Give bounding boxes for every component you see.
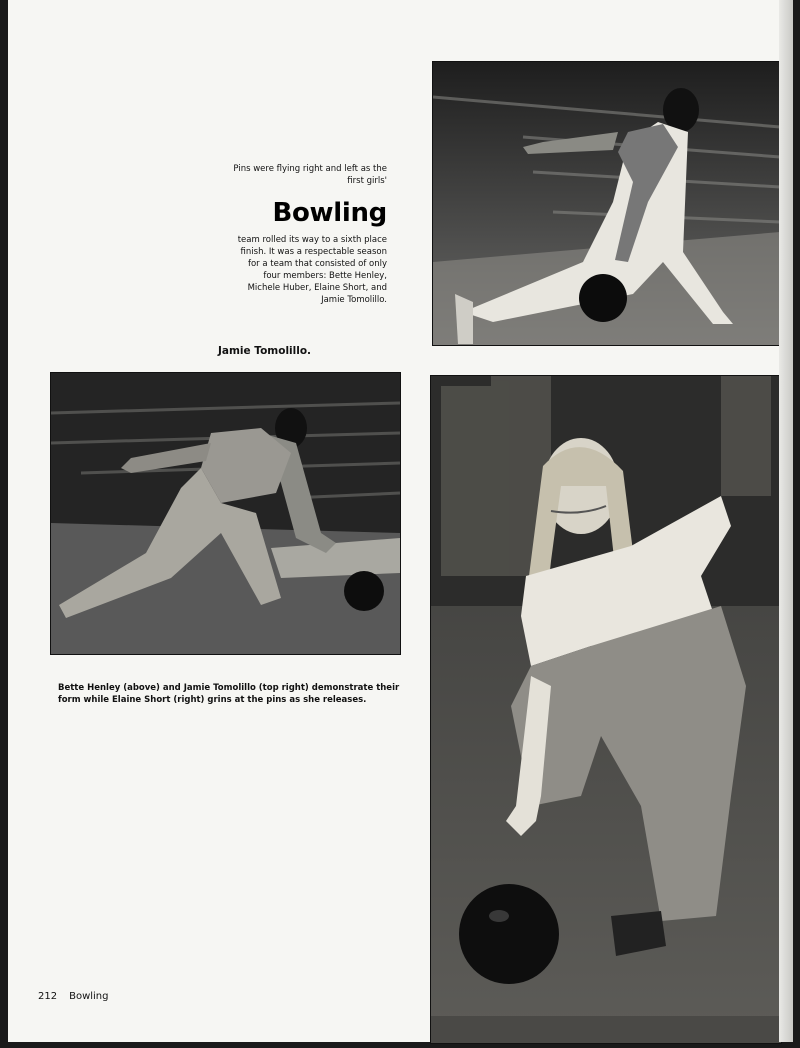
photo-left-bowler xyxy=(50,372,401,655)
page-folio xyxy=(38,991,121,1002)
intro-text: Pins were flying right and left as the first girls' xyxy=(233,164,387,186)
photo-top-right-bowler xyxy=(432,61,781,346)
yearbook-page xyxy=(8,0,793,1042)
photo-caption-name: Jamie Tomolillo. xyxy=(218,345,312,357)
body-text: team rolled its way to a sixth place finish. It was a respectable season for a team that consisted of only four members: Bette Henley, Michele Huber, Elaine Short, and Jamie Tomolillo. xyxy=(237,235,387,305)
page-headline: Bowling xyxy=(272,198,387,228)
section-name: Bowling xyxy=(69,991,109,1002)
page-gutter-shadow xyxy=(779,0,793,1042)
photo-caption: Bette Henley (above) and Jamie Tomolillo (top right) demonstrate their form while Elaine Short (right) grins at the pins as she releases. xyxy=(58,683,400,705)
photo-left-image xyxy=(51,373,400,654)
photo-top-right-image xyxy=(433,62,780,345)
page-number: 212 xyxy=(38,991,58,1002)
photo-right-bowler xyxy=(430,375,782,1044)
photo-right-image xyxy=(431,376,781,1043)
